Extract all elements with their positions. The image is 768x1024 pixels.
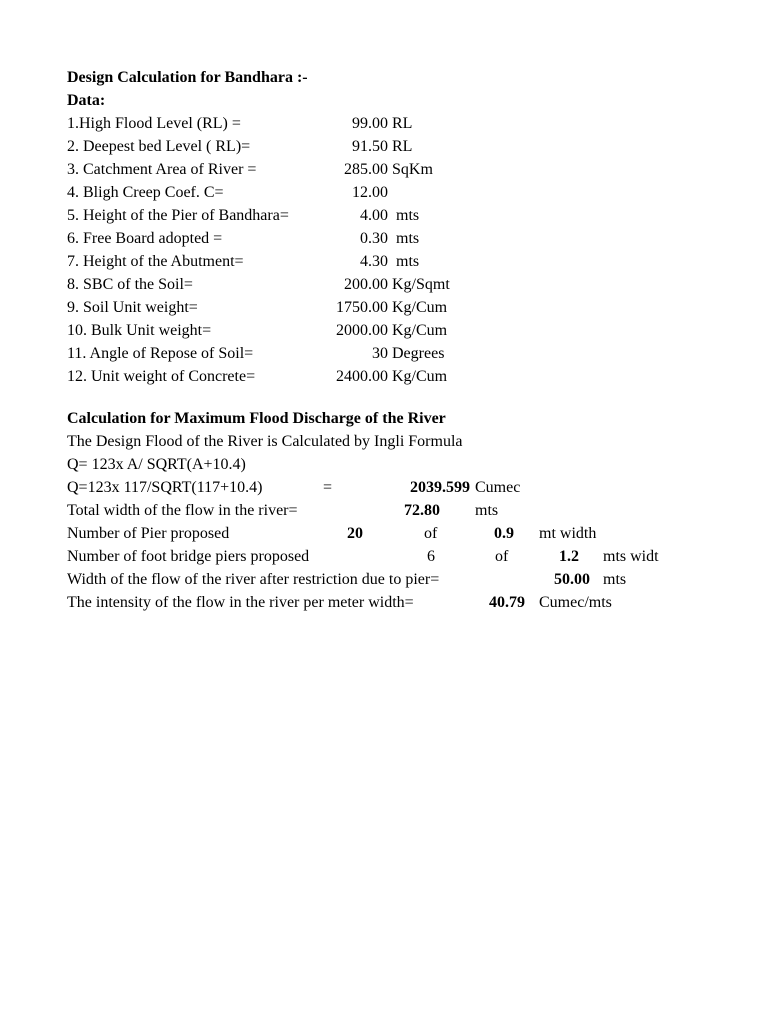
data-row-unit: Kg/Cum <box>392 368 448 385</box>
intensity-row <box>0 591 768 614</box>
data-row <box>0 273 768 296</box>
data-row-unit: RL <box>392 138 413 155</box>
data-row <box>0 135 768 158</box>
calc-intro: The Design Flood of the River is Calculated by Ingli Formula <box>67 433 463 450</box>
intensity-value: 40.79 <box>489 594 525 611</box>
data-row-label: 1.High Flood Level (RL) = <box>67 115 241 132</box>
intensity-unit: Cumec/mts <box>539 594 612 611</box>
calc-heading-row <box>0 407 768 430</box>
piers-width: 0.9 <box>494 525 514 542</box>
data-row <box>0 296 768 319</box>
data-label-row <box>0 89 768 112</box>
data-row-value: 2000.00 <box>336 322 388 339</box>
data-row-value: 4.00 <box>360 207 388 224</box>
data-row-label: 2. Deepest bed Level ( RL)= <box>67 138 251 155</box>
total-width-value: 72.80 <box>404 502 440 519</box>
data-row-unit: mts <box>396 253 420 270</box>
piers-count: 20 <box>347 525 363 542</box>
data-row-label: 3. Catchment Area of River = <box>67 161 257 178</box>
data-row-value: 200.00 <box>344 276 388 293</box>
data-row <box>0 204 768 227</box>
fb-piers-row <box>0 545 768 568</box>
data-row-unit: Kg/Cum <box>392 322 448 339</box>
data-row <box>0 158 768 181</box>
data-row-label: 9. Soil Unit weight= <box>67 299 198 316</box>
data-row <box>0 365 768 388</box>
data-row <box>0 181 768 204</box>
piers-row <box>0 522 768 545</box>
data-row-label: 11. Angle of Repose of Soil= <box>67 345 254 362</box>
data-row-label: 4. Bligh Creep Coef. C= <box>67 184 224 201</box>
data-row-label: 6. Free Board adopted = <box>67 230 223 247</box>
data-row-unit: Kg/Cum <box>392 299 448 316</box>
restricted-width-value: 50.00 <box>554 571 590 588</box>
restricted-width-unit: mts <box>603 571 627 588</box>
discharge-unit: Cumec <box>475 479 521 496</box>
fb-piers-unit: mts widt <box>603 548 659 565</box>
data-row <box>0 250 768 273</box>
piers-unit: mt width <box>539 525 597 542</box>
restricted-width-row <box>0 568 768 591</box>
data-row-unit: SqKm <box>392 161 433 178</box>
fb-piers-width: 1.2 <box>559 548 579 565</box>
data-row-unit: RL <box>392 115 413 132</box>
fb-piers-label: Number of foot bridge piers proposed <box>67 548 310 565</box>
data-row-label: 10. Bulk Unit weight= <box>67 322 212 339</box>
data-row <box>0 342 768 365</box>
piers-label: Number of Pier proposed <box>67 525 230 542</box>
discharge-value: 2039.599 <box>410 479 470 496</box>
fb-piers-count: 6 <box>427 548 435 565</box>
data-row-value: 99.00 <box>352 115 388 132</box>
data-row-value: 285.00 <box>344 161 388 178</box>
formula-text: Q= 123x A/ SQRT(A+10.4) <box>67 456 246 473</box>
data-row <box>0 319 768 342</box>
data-row-value: 30 <box>372 345 388 362</box>
data-row-unit: mts <box>396 230 420 247</box>
data-row-value: 2400.00 <box>336 368 388 385</box>
data-row-unit: Kg/Sqmt <box>392 276 450 293</box>
calc-heading: Calculation for Maximum Flood Discharge of the River <box>67 410 446 427</box>
discharge-row <box>0 476 768 499</box>
document-title: Design Calculation for Bandhara :- <box>67 69 308 86</box>
calc-intro-row <box>0 430 768 453</box>
total-width-unit: mts <box>475 502 499 519</box>
data-row-label: 8. SBC of the Soil= <box>67 276 193 293</box>
discharge-equals: = <box>323 479 333 496</box>
data-row <box>0 227 768 250</box>
data-row-unit: Degrees <box>392 345 445 362</box>
data-row-value: 91.50 <box>352 138 388 155</box>
data-row-label: 12. Unit weight of Concrete= <box>67 368 256 385</box>
intensity-label: The intensity of the flow in the river per meter width= <box>67 594 414 611</box>
piers-of: of <box>424 525 438 542</box>
data-label: Data: <box>67 92 106 109</box>
data-row-value: 4.30 <box>360 253 388 270</box>
discharge-expression: Q=123x 117/SQRT(117+10.4) <box>67 479 263 496</box>
formula-row <box>0 453 768 476</box>
total-width-row <box>0 499 768 522</box>
restricted-width-label: Width of the flow of the river after restriction due to pier= <box>67 571 440 588</box>
data-row-value: 12.00 <box>352 184 388 201</box>
data-row-unit: mts <box>396 207 420 224</box>
total-width-label: Total width of the flow in the river= <box>67 502 298 519</box>
data-row-value: 1750.00 <box>336 299 388 316</box>
data-row-label: 5. Height of the Pier of Bandhara= <box>67 207 289 224</box>
fb-piers-of: of <box>495 548 509 565</box>
data-row-value: 0.30 <box>360 230 388 247</box>
data-row-label: 7. Height of the Abutment= <box>67 253 244 270</box>
document-title-row <box>0 66 768 89</box>
data-row <box>0 112 768 135</box>
